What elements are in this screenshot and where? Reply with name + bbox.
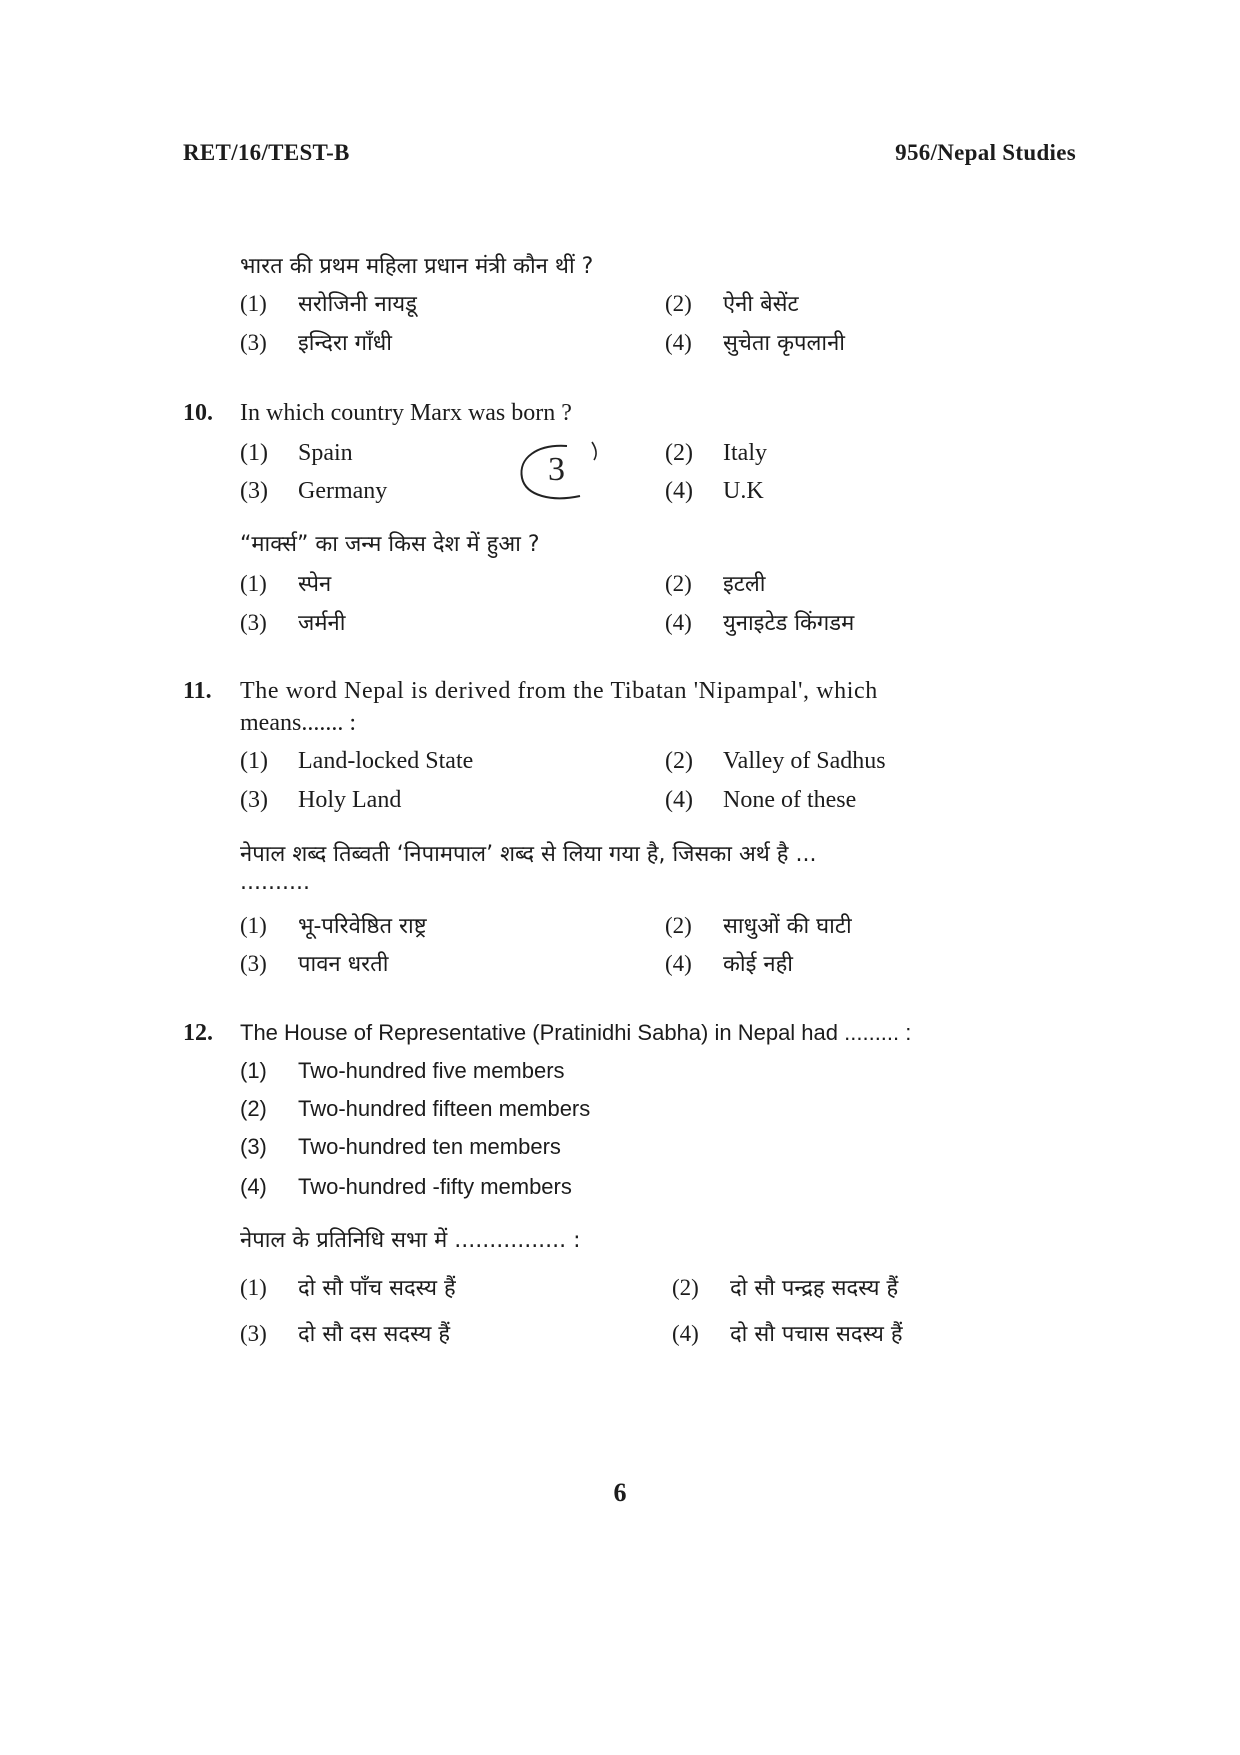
option-text: Two-hundred fifteen members [298, 1096, 591, 1121]
option-number: (3) [240, 1134, 267, 1159]
option-number: (3) [240, 610, 267, 635]
q10-hindi-option-1 [240, 568, 331, 598]
option-text: None of these [723, 787, 857, 813]
q9-hindi-option-2 [665, 288, 799, 318]
option-text: इटली [723, 572, 766, 597]
q12-question: The House of Representative (Pratinidhi Sabha) in Nepal had ......... : [240, 1020, 912, 1045]
option-number: (2) [240, 1096, 267, 1121]
q10-question: In which country Marx was born ? [240, 400, 572, 426]
q11-hindi-option-3 [240, 948, 388, 978]
option-text: स्पेन [298, 572, 332, 597]
option-number: (4) [665, 610, 692, 635]
option-text: दो सौ पन्द्रह सदस्य हैं [730, 1276, 899, 1301]
option-text: Land-locked State [298, 748, 474, 774]
handwritten-mark-text: 3 [548, 451, 565, 488]
q11-question-line-2: means....... : [240, 710, 356, 736]
page-number: 6 [613, 1478, 627, 1507]
option-text: दो सौ दस सदस्य हैं [298, 1322, 451, 1347]
q10-option-3 [240, 478, 387, 505]
option-number: (2) [665, 571, 692, 596]
option-number: (3) [240, 330, 267, 355]
option-text: साधुओं की घाटी [723, 914, 852, 939]
option-text: इन्दिरा गाँधी [298, 331, 392, 356]
option-number: (2) [665, 291, 692, 316]
option-number: (1) [240, 748, 268, 774]
option-number: (3) [240, 478, 268, 504]
q10-option-1 [240, 440, 353, 467]
option-text: Valley of Sadhus [723, 748, 886, 774]
option-text: पावन धरती [298, 952, 389, 977]
option-text: ऐनी बेसेंट [723, 292, 799, 317]
q12-hindi-option-3 [240, 1318, 450, 1348]
q12-option-4 [240, 1174, 572, 1200]
option-text: Germany [298, 478, 388, 504]
option-text: Two-hundred five members [298, 1058, 565, 1083]
q11-hindi-question-line-1: नेपाल शब्द तिब्वती ‘निपामपाल’ शब्द से लिया गया है, जिसका अर्थ है ... [240, 842, 817, 867]
header-exam-code: RET/16/TEST-B [183, 140, 350, 165]
handwritten-answer-mark [512, 438, 622, 508]
option-number: (2) [665, 440, 693, 466]
option-number: (4) [240, 1174, 267, 1199]
option-number: (1) [240, 291, 267, 316]
option-number: (1) [240, 440, 268, 466]
option-number: (2) [665, 913, 692, 938]
header-subject: 956/Nepal Studies [895, 140, 1076, 165]
option-text: सुचेता कृपलानी [723, 331, 845, 356]
option-text: सरोजिनी नायडू [298, 292, 417, 317]
q11-number: 11. [183, 678, 212, 704]
q12-hindi-option-2 [672, 1272, 898, 1302]
q9-hindi-question: भारत की प्रथम महिला प्रधान मंत्री कौन थीं ? [240, 254, 594, 279]
option-text: दो सौ पाँच सदस्य हैं [298, 1276, 456, 1301]
q11-option-2 [665, 748, 886, 775]
option-number: (4) [665, 787, 693, 813]
option-number: (1) [240, 913, 267, 938]
option-number: (4) [665, 951, 692, 976]
q9-hindi-option-1 [240, 288, 417, 318]
option-number: (1) [240, 1058, 267, 1083]
option-number: (4) [665, 478, 693, 504]
q12-option-3 [240, 1134, 561, 1160]
option-number: (3) [240, 787, 268, 813]
option-text: Two-hundred ten members [298, 1134, 561, 1159]
q12-number: 12. [183, 1020, 213, 1046]
option-text: कोई नही [723, 952, 793, 977]
q12-option-2 [240, 1096, 590, 1122]
q10-hindi-option-2 [665, 568, 766, 598]
option-number: (2) [665, 748, 693, 774]
q10-option-4 [665, 478, 764, 505]
q11-option-4 [665, 787, 856, 814]
option-number: (1) [240, 1275, 267, 1300]
option-number: (4) [672, 1321, 699, 1346]
option-text: भू-परिवेष्ठित राष्ट्र [298, 914, 427, 939]
q12-hindi-option-4 [672, 1318, 903, 1348]
q12-hindi-question: नेपाल के प्रतिनिधि सभा में ................ : [240, 1228, 581, 1253]
option-text: Two-hundred -fifty members [298, 1174, 572, 1199]
option-text: जर्मनी [298, 611, 346, 636]
option-text: युनाइटेड किंगडम [723, 611, 855, 636]
option-number: (3) [240, 1321, 267, 1346]
q10-number: 10. [183, 400, 213, 426]
q9-hindi-option-3 [240, 327, 392, 357]
q11-hindi-option-1 [240, 910, 427, 940]
q11-hindi-option-2 [665, 910, 852, 940]
q12-hindi-option-1 [240, 1272, 456, 1302]
option-number: (2) [672, 1275, 699, 1300]
option-number: (1) [240, 571, 267, 596]
option-number: (3) [240, 951, 267, 976]
option-text: दो सौ पचास सदस्य हैं [730, 1322, 903, 1347]
q11-hindi-question-line-2: .......... [240, 870, 310, 895]
option-text: Italy [723, 440, 767, 466]
option-text: Holy Land [298, 787, 402, 813]
option-text: Spain [298, 440, 353, 466]
q11-option-3 [240, 787, 401, 814]
option-text: U.K [723, 478, 764, 504]
q11-option-1 [240, 748, 473, 775]
q11-question-line-1: The word Nepal is derived from the Tibatan 'Nipampal', which [240, 678, 878, 704]
q11-hindi-option-4 [665, 948, 793, 978]
q10-hindi-option-4 [665, 607, 854, 637]
q10-hindi-option-3 [240, 607, 345, 637]
q12-option-1 [240, 1058, 565, 1084]
q9-hindi-option-4 [665, 327, 845, 357]
q10-option-2 [665, 440, 767, 467]
q10-hindi-question: “मार्क्स” का जन्म किस देश में हुआ ? [240, 532, 540, 557]
option-number: (4) [665, 330, 692, 355]
